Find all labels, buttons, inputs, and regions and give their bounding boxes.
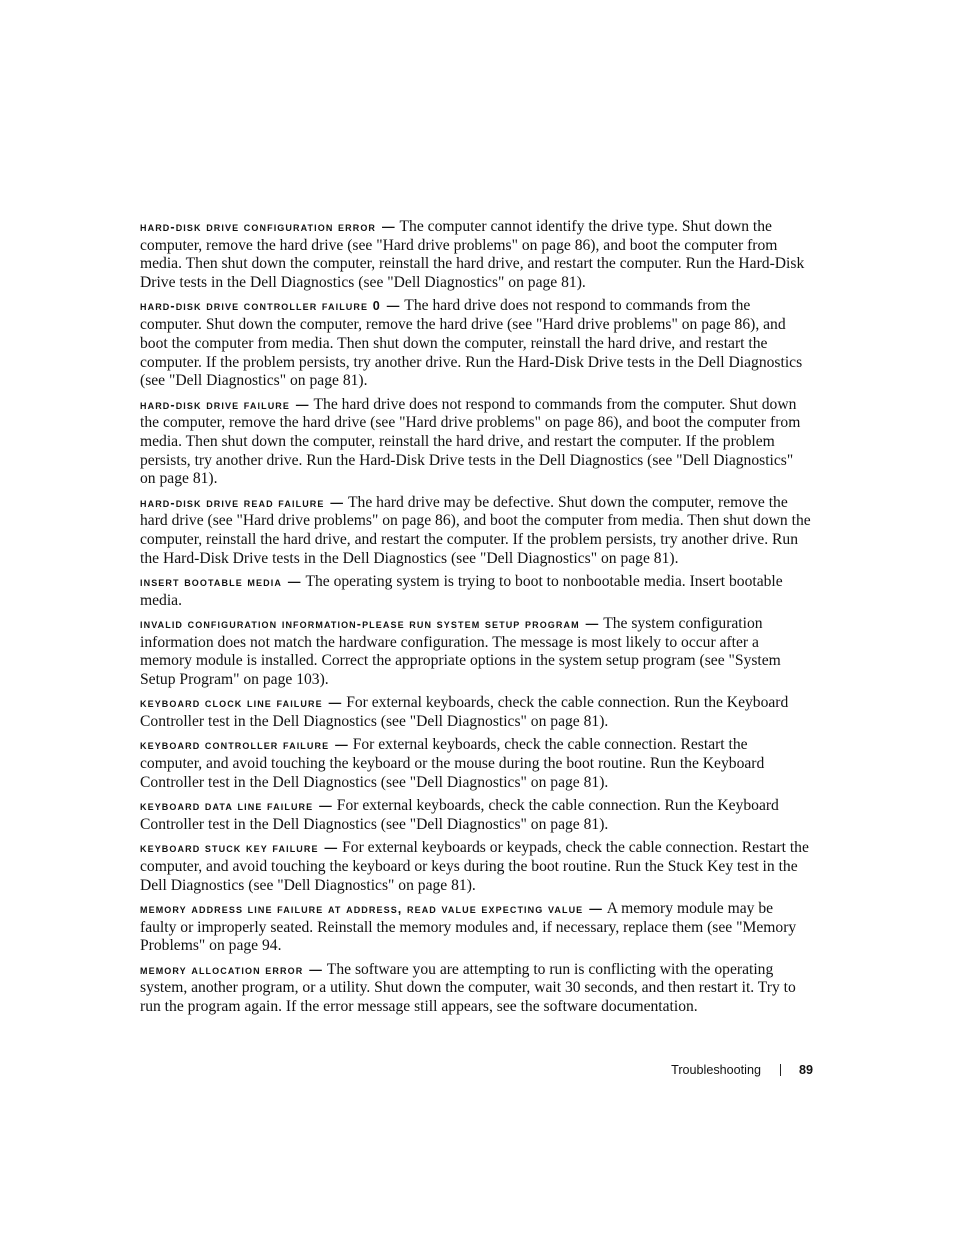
entry-term: hard-disk drive failure (140, 397, 290, 412)
entry-hard-disk-drive-failure (140, 396, 812, 490)
entry-hard-disk-controller-failure (140, 297, 812, 391)
entry-keyboard-clock-line-failure (140, 694, 812, 731)
entry-text: The software you are attempting to run is conflicting with the operating system, another program, or a utility. Shut down the computer, wait 30 seconds, and then restart it. Try to run the program again. If the error message still appears, see the software documentation. (140, 960, 796, 1015)
entry-text: For external keyboards, check the cable connection. Run the Keyboard Controller test in the Dell Diagnostics (see "Dell Diagnostics" on page 81). (140, 694, 789, 731)
entry-term: keyboard controller failure (140, 738, 330, 753)
em-dash: — (335, 738, 348, 753)
entry-memory-allocation-error (140, 961, 812, 1017)
entry-text: For external keyboards, check the cable connection. Restart the computer, and avoid touching the keyboard or the mouse during the boot routine. Run the Keyboard Controller test in the Dell Diagnostics (see "Dell Diagnostics" on page 81). (140, 736, 765, 791)
entry-text: The computer cannot identify the drive type. Shut down the computer, remove the hard drive (see "Hard drive problems" on page 86), and boot the computer from media. Then shut down the computer, reinstall the hard drive, and restart the computer. Run the Hard-Disk Drive tests in the Dell Diagnostics (see "Dell Diagnostics" on page 81). (140, 218, 805, 292)
entry-text: The system configuration information does not match the hardware configuration. The message is most likely to occur after a memory module is installed. Correct the appropriate options in the system setup program (see "System Setup Program" on page 103). (140, 615, 781, 689)
entry-keyboard-controller-failure (140, 736, 812, 792)
error-message-list (140, 218, 812, 1021)
em-dash: — (287, 575, 301, 590)
entry-text: The hard drive does not respond to commands from the computer. Shut down the computer, remove the hard drive (see "Hard drive problems" on page 86), and boot the computer from media. Then shut down the computer, reinstall the hard drive, and restart the computer. If the problem persists, try another drive. Run the Hard-Disk Drive tests in the Dell Diagnostics (see "Dell Diagnostics" on page 81). (140, 395, 801, 488)
footer-section-title: Troubleshooting (671, 1063, 761, 1077)
entry-hard-disk-read-failure (140, 494, 812, 569)
entry-term: hard-disk drive read failure (140, 495, 325, 510)
em-dash: — (328, 696, 342, 711)
entry-memory-address-line-failure (140, 900, 812, 956)
page-footer (671, 1061, 813, 1079)
page-number: 89 (798, 1063, 813, 1077)
entry-keyboard-data-line-failure (140, 797, 812, 834)
entry-term: memory allocation error (140, 962, 304, 977)
entry-term: hard-disk drive controller failure 0 (140, 299, 381, 314)
em-dash: — (330, 495, 343, 510)
em-dash: — (589, 901, 602, 916)
entry-keyboard-stuck-key-failure (140, 839, 812, 895)
entry-term: insert bootable media (140, 575, 282, 590)
entry-text: The hard drive may be defective. Shut down the computer, remove the hard drive (see "Hard drive problems" on page 86), and boot the computer from media. Then shut down the computer, reinstall the hard drive, and restart the computer. If the problem persists, try another drive. Run the Hard-Disk Drive tests in the Dell Diagnostics (see "Dell Diagnostics" on page 81). (140, 493, 811, 567)
entry-term: keyboard data line failure (140, 799, 314, 814)
em-dash: — (319, 799, 332, 814)
em-dash: — (386, 299, 400, 314)
entry-text: For external keyboards or keypads, check the cable connection. Restart the computer, and avoid touching the keyboard or keys during the boot routine. Run the Stuck Key test in the Dell Diagnostics (see "Dell Diagnostics" on page 81). (140, 839, 809, 894)
entry-term: hard-disk drive configuration error (140, 220, 377, 234)
entry-term: invalid configuration information-please run system setup program (140, 617, 580, 632)
em-dash: — (309, 962, 322, 977)
entry-term: memory address line failure at address, read value expecting value (140, 901, 584, 916)
entry-term: keyboard stuck key failure (140, 841, 319, 856)
entry-text: The hard drive does not respond to commands from the computer. Shut down the computer, remove the hard drive (see "Hard drive problems" on page 86), and boot the computer from media. Then shut down the computer, reinstall the hard drive, and restart the computer. If the problem persists, try another drive. Run the Hard-Disk Drive tests in the Dell Diagnostics (see "Dell Diagnostics" on page 81). (140, 297, 803, 390)
em-dash: — (585, 617, 599, 632)
entry-insert-bootable-media (140, 573, 812, 610)
em-dash: — (295, 397, 309, 412)
entry-invalid-configuration (140, 615, 812, 690)
em-dash: — (324, 841, 338, 856)
entry-text: The operating system is trying to boot to nonbootable media. Insert bootable media. (140, 573, 783, 609)
entry-hard-disk-config-error (140, 218, 812, 293)
entry-term: keyboard clock line failure (140, 696, 323, 711)
entry-text: For external keyboards, check the cable connection. Run the Keyboard Controller test in the Dell Diagnostics (see "Dell Diagnostics" on page 81). (140, 797, 779, 833)
footer-separator (780, 1064, 781, 1076)
entry-text: A memory module may be faulty or improperly seated. Reinstall the memory modules and, if necessary, replace them (see "Memory Problems" on page 94. (140, 899, 797, 955)
em-dash: — (381, 220, 395, 234)
